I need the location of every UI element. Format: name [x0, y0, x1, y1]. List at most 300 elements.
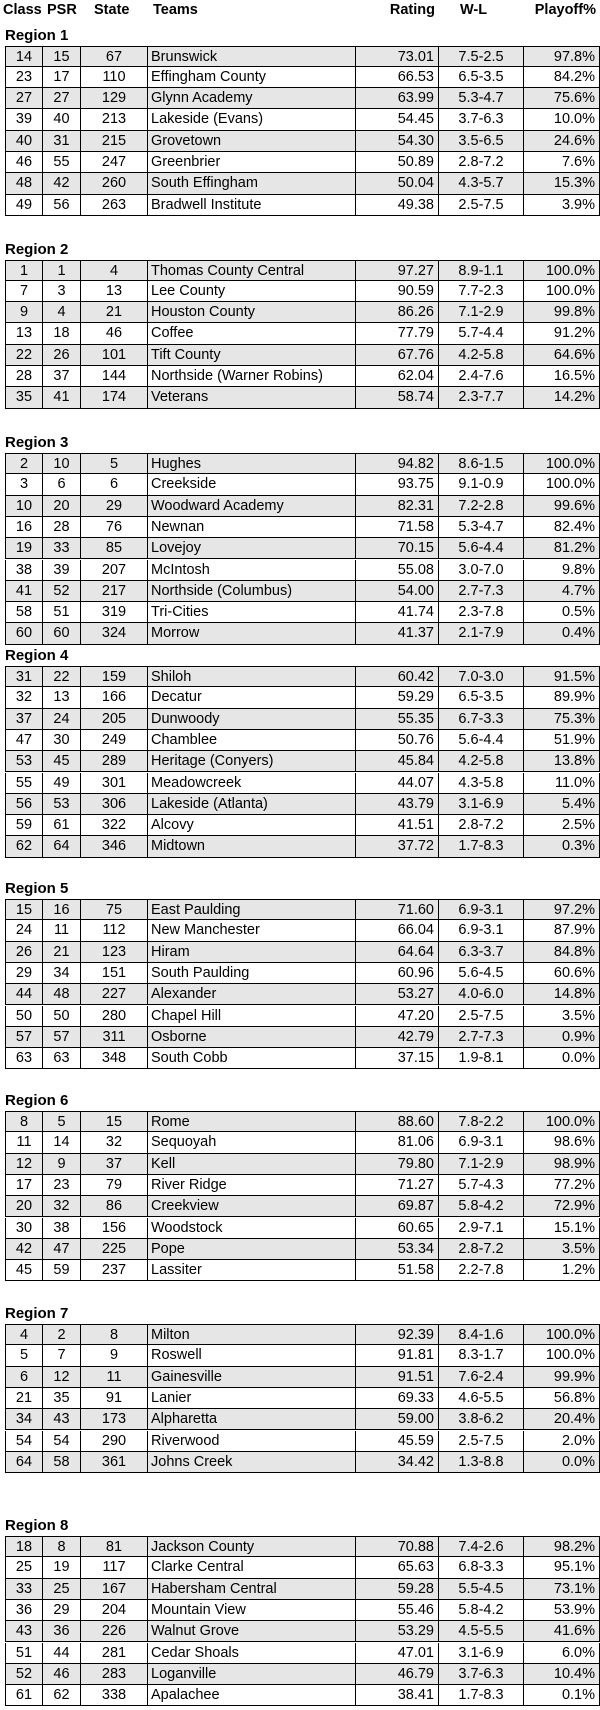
team-cell: Roswell [148, 1345, 356, 1366]
wl-cell: 3.1-6.9 [439, 1643, 524, 1664]
state-cell: 8 [81, 1324, 148, 1345]
state-cell: 348 [81, 1048, 148, 1069]
table-row [0, 1536, 600, 1557]
psr-cell: 13 [43, 687, 81, 708]
team-cell: Kell [148, 1154, 356, 1175]
wl-cell: 6.9-3.1 [439, 1132, 524, 1153]
table-row [0, 260, 600, 281]
playoff-cell: 75.6% [524, 88, 600, 109]
team-cell: Houston County [148, 302, 356, 323]
wl-cell: 7.0-3.0 [439, 666, 524, 687]
playoff-cell: 0.5% [524, 602, 600, 623]
team-cell: New Manchester [148, 920, 356, 941]
wl-cell: 5.3-4.7 [439, 517, 524, 538]
wl-cell: 2.8-7.2 [439, 1239, 524, 1260]
state-cell: 173 [81, 1409, 148, 1430]
region-title: Region 5 [5, 880, 69, 897]
wl-cell: 7.5-2.5 [439, 46, 524, 67]
wl-cell: 6.8-3.3 [439, 1557, 524, 1578]
class-cell: 35 [5, 387, 43, 408]
team-cell: Chamblee [148, 730, 356, 751]
table-row [0, 709, 600, 730]
class-cell: 13 [5, 323, 43, 344]
table-row [0, 623, 600, 644]
rating-cell: 73.01 [356, 46, 439, 67]
rating-cell: 60.65 [356, 1218, 439, 1239]
team-cell: South Cobb [148, 1048, 356, 1069]
wl-cell: 6.7-3.3 [439, 709, 524, 730]
table-row [0, 666, 600, 687]
team-cell: Brunswick [148, 46, 356, 67]
state-cell: 91 [81, 1388, 148, 1409]
rating-cell: 50.89 [356, 152, 439, 173]
state-cell: 166 [81, 687, 148, 708]
psr-cell: 46 [43, 1664, 81, 1685]
state-cell: 129 [81, 88, 148, 109]
table-row [0, 1685, 600, 1706]
wl-cell: 7.1-2.9 [439, 1154, 524, 1175]
class-cell: 36 [5, 1600, 43, 1621]
team-cell: Rome [148, 1111, 356, 1132]
state-cell: 112 [81, 920, 148, 941]
state-cell: 361 [81, 1452, 148, 1473]
table-row [0, 1132, 600, 1153]
psr-cell: 24 [43, 709, 81, 730]
class-cell: 28 [5, 366, 43, 387]
rating-cell: 65.63 [356, 1557, 439, 1578]
rating-cell: 70.88 [356, 1536, 439, 1557]
table-row [0, 1664, 600, 1685]
region-title: Region 3 [5, 434, 69, 451]
playoff-cell: 0.3% [524, 836, 600, 857]
team-cell: Apalachee [148, 1685, 356, 1706]
psr-cell: 52 [43, 581, 81, 602]
team-cell: Tri-Cities [148, 602, 356, 623]
table-row [0, 517, 600, 538]
team-cell: Cedar Shoals [148, 1643, 356, 1664]
class-cell: 59 [5, 815, 43, 836]
class-cell: 16 [5, 517, 43, 538]
wl-cell: 8.4-1.6 [439, 1324, 524, 1345]
psr-cell: 3 [43, 281, 81, 302]
team-cell: Alcovy [148, 815, 356, 836]
wl-cell: 6.3-3.7 [439, 942, 524, 963]
class-cell: 61 [5, 1685, 43, 1706]
table-row [0, 152, 600, 173]
team-cell: Lanier [148, 1388, 356, 1409]
psr-cell: 54 [43, 1431, 81, 1452]
table-row [0, 1260, 600, 1281]
class-cell: 8 [5, 1111, 43, 1132]
wl-cell: 3.7-6.3 [439, 1664, 524, 1685]
playoff-cell: 10.4% [524, 1664, 600, 1685]
region-title: Region 7 [5, 1305, 69, 1322]
class-cell: 48 [5, 173, 43, 194]
rating-cell: 81.06 [356, 1132, 439, 1153]
table-row [0, 538, 600, 559]
rating-cell: 45.59 [356, 1431, 439, 1452]
class-cell: 30 [5, 1218, 43, 1239]
table-row [0, 942, 600, 963]
team-cell: Midtown [148, 836, 356, 857]
state-cell: 110 [81, 67, 148, 88]
playoff-cell: 82.4% [524, 517, 600, 538]
table-row [0, 920, 600, 941]
class-cell: 58 [5, 602, 43, 623]
psr-cell: 44 [43, 1643, 81, 1664]
state-cell: 117 [81, 1557, 148, 1578]
playoff-cell: 24.6% [524, 131, 600, 152]
psr-cell: 31 [43, 131, 81, 152]
team-cell: Alpharetta [148, 1409, 356, 1430]
wl-cell: 4.5-5.5 [439, 1621, 524, 1642]
psr-cell: 34 [43, 963, 81, 984]
psr-cell: 32 [43, 1196, 81, 1217]
psr-cell: 38 [43, 1218, 81, 1239]
team-cell: Habersham Central [148, 1579, 356, 1600]
wl-cell: 5.5-4.5 [439, 1579, 524, 1600]
team-cell: South Effingham [148, 173, 356, 194]
psr-cell: 10 [43, 453, 81, 474]
team-cell: Northside (Warner Robins) [148, 366, 356, 387]
class-cell: 17 [5, 1175, 43, 1196]
psr-cell: 25 [43, 1579, 81, 1600]
wl-cell: 5.3-4.7 [439, 88, 524, 109]
wl-cell: 1.3-8.8 [439, 1452, 524, 1473]
playoff-cell: 100.0% [524, 1111, 600, 1132]
state-cell: 207 [81, 560, 148, 581]
region-title: Region 1 [5, 26, 69, 44]
playoff-cell: 98.2% [524, 1536, 600, 1557]
rating-cell: 67.76 [356, 345, 439, 366]
class-cell: 60 [5, 623, 43, 644]
team-cell: Hughes [148, 453, 356, 474]
psr-cell: 7 [43, 1345, 81, 1366]
rating-cell: 70.15 [356, 538, 439, 559]
table-row [0, 899, 600, 920]
state-cell: 204 [81, 1600, 148, 1621]
wl-cell: 2.7-7.3 [439, 1027, 524, 1048]
wl-cell: 3.5-6.5 [439, 131, 524, 152]
playoff-cell: 87.9% [524, 920, 600, 941]
psr-cell: 50 [43, 1006, 81, 1027]
class-cell: 27 [5, 88, 43, 109]
playoff-cell: 11.0% [524, 773, 600, 794]
psr-cell: 47 [43, 1239, 81, 1260]
class-cell: 37 [5, 709, 43, 730]
psr-cell: 62 [43, 1685, 81, 1706]
playoff-cell: 6.0% [524, 1643, 600, 1664]
playoff-cell: 14.2% [524, 387, 600, 408]
wl-cell: 2.5-7.5 [439, 1006, 524, 1027]
team-cell: River Ridge [148, 1175, 356, 1196]
psr-cell: 19 [43, 1557, 81, 1578]
header-state: State [94, 2, 130, 18]
table-row [0, 323, 600, 344]
playoff-cell: 73.1% [524, 1579, 600, 1600]
rating-cell: 53.34 [356, 1239, 439, 1260]
wl-cell: 2.8-7.2 [439, 815, 524, 836]
table-row [0, 453, 600, 474]
rating-cell: 41.37 [356, 623, 439, 644]
playoff-cell: 15.3% [524, 173, 600, 194]
playoff-cell: 72.9% [524, 1196, 600, 1217]
state-cell: 205 [81, 709, 148, 730]
team-cell: Lakeside (Evans) [148, 109, 356, 130]
psr-cell: 23 [43, 1175, 81, 1196]
psr-cell: 12 [43, 1367, 81, 1388]
rating-cell: 62.04 [356, 366, 439, 387]
wl-cell: 5.6-4.4 [439, 538, 524, 559]
wl-cell: 7.2-2.8 [439, 496, 524, 517]
rating-cell: 93.75 [356, 474, 439, 495]
class-cell: 49 [5, 195, 43, 216]
table-row [0, 815, 600, 836]
state-cell: 215 [81, 131, 148, 152]
table-row [0, 1154, 600, 1175]
wl-cell: 6.5-3.5 [439, 687, 524, 708]
class-cell: 42 [5, 1239, 43, 1260]
psr-cell: 40 [43, 109, 81, 130]
state-cell: 237 [81, 1260, 148, 1281]
playoff-cell: 81.2% [524, 538, 600, 559]
rating-cell: 50.76 [356, 730, 439, 751]
playoff-cell: 0.9% [524, 1027, 600, 1048]
psr-cell: 2 [43, 1324, 81, 1345]
team-cell: Sequoyah [148, 1132, 356, 1153]
playoff-cell: 41.6% [524, 1621, 600, 1642]
psr-cell: 41 [43, 387, 81, 408]
psr-cell: 15 [43, 46, 81, 67]
team-cell: Riverwood [148, 1431, 356, 1452]
state-cell: 151 [81, 963, 148, 984]
rating-cell: 77.79 [356, 323, 439, 344]
rating-cell: 41.74 [356, 602, 439, 623]
wl-cell: 5.8-4.2 [439, 1600, 524, 1621]
team-cell: Woodstock [148, 1218, 356, 1239]
state-cell: 79 [81, 1175, 148, 1196]
class-cell: 44 [5, 984, 43, 1005]
table-row [0, 1027, 600, 1048]
state-cell: 260 [81, 173, 148, 194]
class-cell: 55 [5, 773, 43, 794]
class-cell: 25 [5, 1557, 43, 1578]
playoff-cell: 0.4% [524, 623, 600, 644]
playoff-cell: 100.0% [524, 1324, 600, 1345]
state-cell: 281 [81, 1643, 148, 1664]
psr-cell: 27 [43, 88, 81, 109]
wl-cell: 7.4-2.6 [439, 1536, 524, 1557]
team-cell: Lovejoy [148, 538, 356, 559]
rating-cell: 53.29 [356, 1621, 439, 1642]
rating-cell: 55.08 [356, 560, 439, 581]
state-cell: 289 [81, 751, 148, 772]
team-cell: Milton [148, 1324, 356, 1345]
class-cell: 47 [5, 730, 43, 751]
class-cell: 63 [5, 1048, 43, 1069]
wl-cell: 2.3-7.7 [439, 387, 524, 408]
psr-cell: 14 [43, 1132, 81, 1153]
class-cell: 39 [5, 109, 43, 130]
state-cell: 85 [81, 538, 148, 559]
header-psr: PSR [47, 2, 77, 18]
rating-cell: 66.04 [356, 920, 439, 941]
wl-cell: 8.6-1.5 [439, 453, 524, 474]
state-cell: 213 [81, 109, 148, 130]
playoff-cell: 99.9% [524, 1367, 600, 1388]
wl-cell: 4.3-5.8 [439, 773, 524, 794]
state-cell: 9 [81, 1345, 148, 1366]
state-cell: 21 [81, 302, 148, 323]
table-row [0, 474, 600, 495]
table-row [0, 195, 600, 216]
wl-cell: 4.6-5.5 [439, 1388, 524, 1409]
table-row [0, 1600, 600, 1621]
class-cell: 45 [5, 1260, 43, 1281]
team-cell: Alexander [148, 984, 356, 1005]
wl-cell: 4.2-5.8 [439, 751, 524, 772]
wl-cell: 5.6-4.5 [439, 963, 524, 984]
class-cell: 53 [5, 751, 43, 772]
wl-cell: 2.1-7.9 [439, 623, 524, 644]
class-cell: 52 [5, 1664, 43, 1685]
psr-cell: 64 [43, 836, 81, 857]
rating-cell: 88.60 [356, 1111, 439, 1132]
state-cell: 249 [81, 730, 148, 751]
psr-cell: 4 [43, 302, 81, 323]
rating-cell: 34.42 [356, 1452, 439, 1473]
playoff-cell: 53.9% [524, 1600, 600, 1621]
playoff-cell: 16.5% [524, 366, 600, 387]
wl-cell: 5.8-4.2 [439, 1196, 524, 1217]
class-cell: 9 [5, 302, 43, 323]
class-cell: 54 [5, 1431, 43, 1452]
class-cell: 21 [5, 1388, 43, 1409]
state-cell: 174 [81, 387, 148, 408]
team-cell: Greenbrier [148, 152, 356, 173]
wl-cell: 3.1-6.9 [439, 794, 524, 815]
table-row [0, 1388, 600, 1409]
psr-cell: 39 [43, 560, 81, 581]
playoff-cell: 0.0% [524, 1048, 600, 1069]
state-cell: 101 [81, 345, 148, 366]
table-row [0, 1111, 600, 1132]
rating-cell: 37.72 [356, 836, 439, 857]
rating-cell: 54.00 [356, 581, 439, 602]
rating-cell: 60.42 [356, 666, 439, 687]
playoff-cell: 95.1% [524, 1557, 600, 1578]
class-cell: 15 [5, 899, 43, 920]
psr-cell: 53 [43, 794, 81, 815]
rating-cell: 86.26 [356, 302, 439, 323]
state-cell: 81 [81, 1536, 148, 1557]
psr-cell: 9 [43, 1154, 81, 1175]
team-cell: Coffee [148, 323, 356, 344]
class-cell: 33 [5, 1579, 43, 1600]
wl-cell: 2.8-7.2 [439, 152, 524, 173]
playoff-cell: 3.5% [524, 1006, 600, 1027]
table-row [0, 1196, 600, 1217]
state-cell: 67 [81, 46, 148, 67]
rating-cell: 91.81 [356, 1345, 439, 1366]
psr-cell: 43 [43, 1409, 81, 1430]
psr-cell: 37 [43, 366, 81, 387]
class-cell: 22 [5, 345, 43, 366]
rating-cell: 71.27 [356, 1175, 439, 1196]
team-cell: Walnut Grove [148, 1621, 356, 1642]
state-cell: 324 [81, 623, 148, 644]
rating-cell: 47.01 [356, 1643, 439, 1664]
psr-cell: 21 [43, 942, 81, 963]
table-row [0, 1006, 600, 1027]
rating-cell: 54.30 [356, 131, 439, 152]
state-cell: 123 [81, 942, 148, 963]
psr-cell: 6 [43, 474, 81, 495]
table-row [0, 602, 600, 623]
wl-cell: 6.9-3.1 [439, 920, 524, 941]
psr-cell: 30 [43, 730, 81, 751]
team-cell: Gainesville [148, 1367, 356, 1388]
psr-cell: 59 [43, 1260, 81, 1281]
wl-cell: 3.0-7.0 [439, 560, 524, 581]
psr-cell: 56 [43, 195, 81, 216]
wl-cell: 2.2-7.8 [439, 1260, 524, 1281]
wl-cell: 8.3-1.7 [439, 1345, 524, 1366]
team-cell: Creekview [148, 1196, 356, 1217]
rating-cell: 41.51 [356, 815, 439, 836]
rating-cell: 37.15 [356, 1048, 439, 1069]
psr-cell: 60 [43, 623, 81, 644]
team-cell: Osborne [148, 1027, 356, 1048]
table-row [0, 1324, 600, 1345]
class-cell: 23 [5, 67, 43, 88]
playoff-cell: 100.0% [524, 281, 600, 302]
state-cell: 346 [81, 836, 148, 857]
wl-cell: 2.4-7.6 [439, 366, 524, 387]
state-cell: 6 [81, 474, 148, 495]
header-wl: W-L [460, 2, 488, 18]
wl-cell: 5.7-4.3 [439, 1175, 524, 1196]
rating-cell: 43.79 [356, 794, 439, 815]
playoff-cell: 20.4% [524, 1409, 600, 1430]
wl-cell: 6.9-3.1 [439, 899, 524, 920]
wl-cell: 1.9-8.1 [439, 1048, 524, 1069]
playoff-cell: 100.0% [524, 260, 600, 281]
playoff-cell: 56.8% [524, 1388, 600, 1409]
state-cell: 15 [81, 1111, 148, 1132]
psr-cell: 17 [43, 67, 81, 88]
playoff-cell: 89.9% [524, 687, 600, 708]
wl-cell: 2.7-7.3 [439, 581, 524, 602]
psr-cell: 20 [43, 496, 81, 517]
playoff-cell: 100.0% [524, 1345, 600, 1366]
team-cell: Meadowcreek [148, 773, 356, 794]
team-cell: McIntosh [148, 560, 356, 581]
psr-cell: 22 [43, 666, 81, 687]
playoff-cell: 84.2% [524, 67, 600, 88]
psr-cell: 16 [43, 899, 81, 920]
state-cell: 159 [81, 666, 148, 687]
playoff-cell: 2.0% [524, 1431, 600, 1452]
class-cell: 32 [5, 687, 43, 708]
table-row [0, 109, 600, 130]
rating-cell: 49.38 [356, 195, 439, 216]
wl-cell: 7.7-2.3 [439, 281, 524, 302]
playoff-cell: 64.6% [524, 345, 600, 366]
playoff-cell: 9.8% [524, 560, 600, 581]
psr-cell: 5 [43, 1111, 81, 1132]
rating-cell: 69.87 [356, 1196, 439, 1217]
